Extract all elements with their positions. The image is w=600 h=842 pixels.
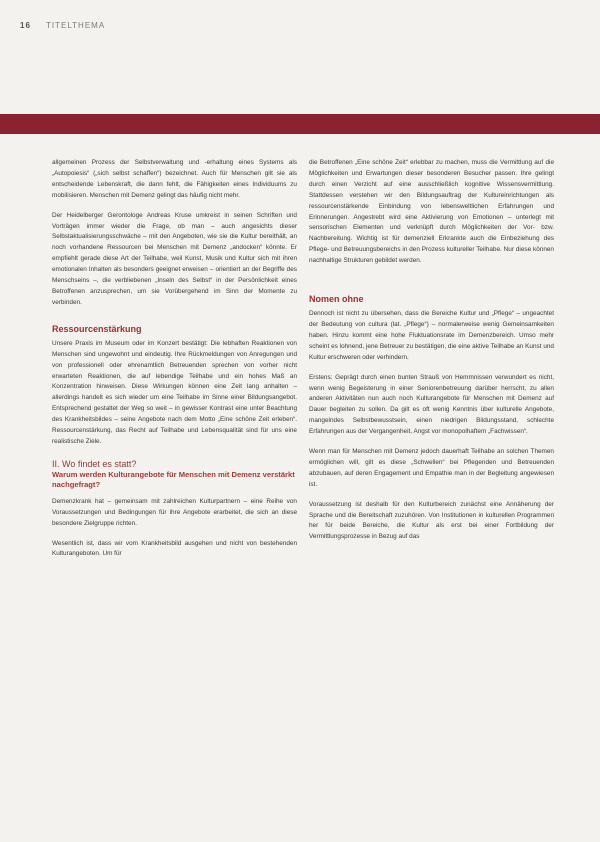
sub-heading: Warum werden Kulturangebote für Menschen mit Demenz verstärkt nachgefragt?	[52, 469, 295, 490]
paragraph: Unsere Praxis im Museum oder im Konzert bestätigt: Die lebhaften Reaktionen von Menschen sind ungewohnt und eindeutig. Ihre Rückmeldungen von Anregungen und von professionell oder ehrenamtlich Betreuenden sprechen von vorher nicht erwarteten Reaktionen, die auf lebendige Teilhabe und ein hohes Maß an Konzentration hinweisen. Diese Wirkungen können eine Zeit lang anhalten – allerdings handelt es sich wieder um eine Teilhabe im Sinne einer Bildungsangebot. Entsprechend gestaltet der Weg so weit – in gewisser Kontrast eine unter Beachtung des Krankheitsbildes – seine Angebote nach dem Motto „Eine schöne Zeit erleben“. Ressourcenstärkung, das Recht auf Teilhabe und Lebensqualität sind für uns eine realistische Ziele.	[52, 339, 297, 445]
paragraph: Wenn man für Menschen mit Demenz jedoch dauerhaft Teilhabe an solchen Themen ermöglichen will, gilt es diese „Schwellen“ bei Pflegenden und Betreuenden abzubauen, auf deren Engagement und Empathie man in der Begleitung angewiesen ist.	[309, 448, 554, 488]
left-column	[52, 158, 297, 569]
section-heading: Nomen ohne	[309, 294, 364, 305]
page-number: 16	[20, 21, 31, 30]
section-heading: Ressourcenstärkung	[52, 323, 142, 334]
paragraph: Dennoch ist nicht zu übersehen, dass die Bereiche Kultur und „Pflege“ – ungeachtet der Bedeutung von cultura (lat. „Pflege“) – normalerweise wenig Gemeinsamkeiten haben. Hinzu kommt eine hohe Fluktuationsrate im Demenzbereich. Umso mehr scheint es lohnend, jene Betreuer zu bestätigen, die eine aktive Teilhabe an Kunst und Kultur erschweren oder verhindern.	[309, 310, 554, 361]
section-title: TITELTHEMA	[45, 21, 106, 30]
paragraph: Erstens: Geprägt durch einen bunten Strauß von Hemmnissen verwundert es nicht, wenn wenig Begeisterung in einer Seniorenbetreuung darüber herrscht, zu allen anderen Aktivitäten nun auch noch Kulturangebote für Menschen mit Demenz auf Dauer begleiten zu sollen. Da gilt es oft wenig Kenntnis über kulturelle Angebote, mangelndes Selbstbewusstsein, einen niedrigen Bildungsstand, schlechte Erfahrungen aus der Vergangenheit, Angst vor monopolhaftem „Fachwissen“.	[309, 373, 554, 436]
paragraph: Der Heidelberger Gerontologe Andreas Kruse umkreist in seinen Schriften und Vorträgen immer wieder die Frage, ob man – auch angesichts dieser Selbstaktualisierungsschwäche – mit den Angeboten, wie sie die Kultur bereithält, an noch vorhandene Ressourcen bei Menschen mit Demenz „andocken“ könnte. Er empfiehlt gerade diese Art der Teilhabe, weil Kunst, Musik und Kultur sich mit ihren emotionalen Inhalten als besonders geeignet erweisen – orientiert an der Begriffe des Menschseins –, die verbliebenen „Inseln des Selbst“ in der Persönlichkeit eines Betroffenen anzusprechen, um sie Vorübergehend im Sinn der Momente zu verbinden.	[52, 211, 297, 306]
question-heading: II. Wo findet es statt?	[52, 458, 137, 469]
page-header	[20, 21, 105, 30]
paragraph: Voraussetzung ist deshalb für den Kulturbereich zunächst eine Annäherung der Sprache und die Bereitschaft zuzuhören. Von Institutionen in kulturellen Programmen her für beide Bereiche, die Kultur als erst bei einer Fortbildung der Vermittlungsprozesse in Bezug auf das	[309, 500, 554, 541]
paragraph: allgemeinen Prozess der Selbstverwaltung und -erhaltung eines Systems als „Autopoiesis“ („sich selbst schaffen“) bezeichnet. Auch für Menschen gilt sie als entscheidende Lebenskraft, die dann fehlt, die Fähigkeiten eines Individuums zu mobilisieren. Menschen mit Demenz gelingt das häufig nicht mehr.	[52, 159, 297, 199]
paragraph: Demenzkrank hat – gemeinsam mit zahlreichen Kulturpartnern – eine Reihe von Voraussetzungen und Bedingungen für ihre Angebote erarbeitet, die sich an diese besondere Zielgruppe richten.	[52, 497, 297, 527]
paragraph: die Betroffenen „Eine schöne Zeit“ erlebbar zu machen, muss die Vermittlung auf die Möglichkeiten und Erwartungen dieser besonderen Besucher passen. Ihre gelingt durch einen Verzicht auf eine ausschließlich kognitive Wissensvermittlung. Stattdessen verstehen wir den Bildungsauftrag der Kultureinrichtungen als ressourcenstärkende Einbindung von lebensweltlichen Erfahrungen und Erinnerungen. Angestrebt wird eine Aktivierung von Emotionen – unterlegt mit sensorischen Elementen und verknüpft durch Möglichkeiten der Vor- bzw. Nachbereitung. Wichtig ist für demenziell Erkrankte auch die Einbeziehung des Pflege- und Betreuungsbereichs in den Prozess kultureller Teilhabe. Nur diese können nachhaltige Strukturen gebildet werden.	[309, 159, 554, 265]
header-band	[0, 114, 600, 134]
paragraph: Wesentlich ist, dass wir vom Krankheitsbild ausgehen und nicht von bestehenden Kulturangeboten. Um für	[52, 539, 297, 558]
right-column	[309, 158, 554, 552]
